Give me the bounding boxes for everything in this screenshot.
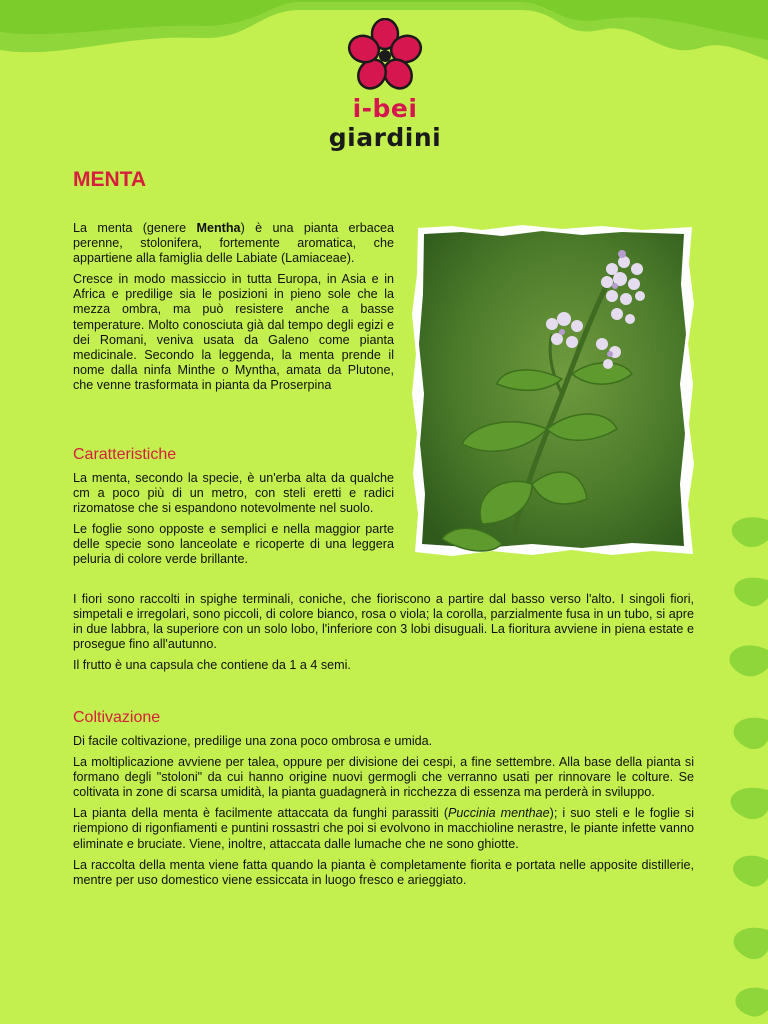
coltivazione-p3-before: La pianta della menta è facilmente attaccata da funghi parassiti ( xyxy=(73,806,449,821)
caratteristiche-paragraph-4: Il frutto è una capsula che contiene da 1 a 4 semi. xyxy=(73,658,351,673)
intro-p1-before: La menta (genere xyxy=(73,221,197,235)
coltivazione-paragraph-4: La raccolta della menta viene fatta quando la pianta è completamente fiorita e portata nelle apposite distillerie, mentre per uso domestico viene essiccata in luogo fresco e arieggiato. xyxy=(73,857,694,887)
page-title: MENTA xyxy=(73,168,147,191)
intro-paragraph-1 xyxy=(73,221,394,266)
brand-logo[interactable] xyxy=(300,18,470,152)
side-leaves-decoration xyxy=(708,500,768,1024)
section-heading-caratteristiche: Caratteristiche xyxy=(73,446,177,463)
mint-plant-photo xyxy=(412,224,695,557)
brand-name-part1: i-bei xyxy=(352,94,418,123)
caratteristiche-paragraph-3: I fiori sono raccolti in spighe terminali, coniche, che fioriscono a partire dal basso verso l'alto. I singoli fiori, simpetali e irregolari, sono piccoli, di colore bianco, rosa o viola; la corolla, parzialmente fusa in un tubo, si apre in due labbra, la superiore con un solo lobo, l'inferiore con 3 lobi disuguali. La fioritura avviene in piena estate e prosegue fino all'autunno. xyxy=(73,592,694,652)
coltivazione-text xyxy=(73,734,694,894)
flower-logo-icon xyxy=(343,18,427,94)
intro-paragraph-2: Cresce in modo massiccio in tutta Europa, in Asia e in Africa e predilige sia le posizioni in pieno sole che la mezza ombra, ma può resistere anche a basse temperature. Molto conosciuta già dal tempo degli egizi e dei Romani, veniva usata da Galeno come pianta medicinale. Secondo la leggenda, la menta prende il nome dalla ninfa Minthe o Myntha, amata da Plutone, che venne trasformata in pianta da Proserpina xyxy=(73,272,394,392)
coltivazione-p3-after: ); i suo steli e le foglie si riempiono di rigonfiamenti e puntini rossastri che poi si evolvono in macchioline nerastre, le piante infette vanno eliminate e bruciate. Viene, inoltre, attaccata dalle lumache che ne sono ghiotte. xyxy=(73,806,694,851)
coltivazione-paragraph-3 xyxy=(73,806,694,851)
fungus-name: Puccinia menthae xyxy=(448,806,550,821)
coltivazione-paragraph-1: Di facile coltivazione, predilige una zona poco ombrosa e umida. xyxy=(73,734,433,748)
caratteristiche-narrow-text xyxy=(73,471,394,574)
intro-p1-genus: Mentha xyxy=(196,221,241,235)
section-heading-coltivazione: Coltivazione xyxy=(73,709,161,726)
intro-p1-after: ) è una pianta erbacea perenne, stolonifera, fortemente aromatica, che appartiene alla famiglia delle Labiate (Lamiaceae). xyxy=(73,221,395,266)
caratteristiche-wide-text xyxy=(73,592,694,679)
caratteristiche-paragraph-1: La menta, secondo la specie, è un'erba alta da qualche cm a poco più di un metro, con steli eretti e radici rizomatose che si espandono notevolmente nel suolo. xyxy=(73,471,394,516)
brand-name xyxy=(300,94,470,152)
coltivazione-paragraph-2: La moltiplicazione avviene per talea, oppure per divisione dei cespi, a fine settembre. Alla base della pianta si formano degli "stoloni" da cui hanno origine nuovi germogli che verranno usati per rinnovare le colture. Se coltivata in zone di scarsa umidità, la pianta guadagnerà in ricchezza di essenza ma perderà in sviluppo. xyxy=(73,755,694,800)
intro-text xyxy=(73,221,394,399)
caratteristiche-paragraph-2: Le foglie sono opposte e semplici e nella maggior parte delle specie sono lanceolate e ricoperte di una leggera peluria di colore verde brillante. xyxy=(73,522,394,567)
brand-name-part2: giardini xyxy=(328,123,442,152)
